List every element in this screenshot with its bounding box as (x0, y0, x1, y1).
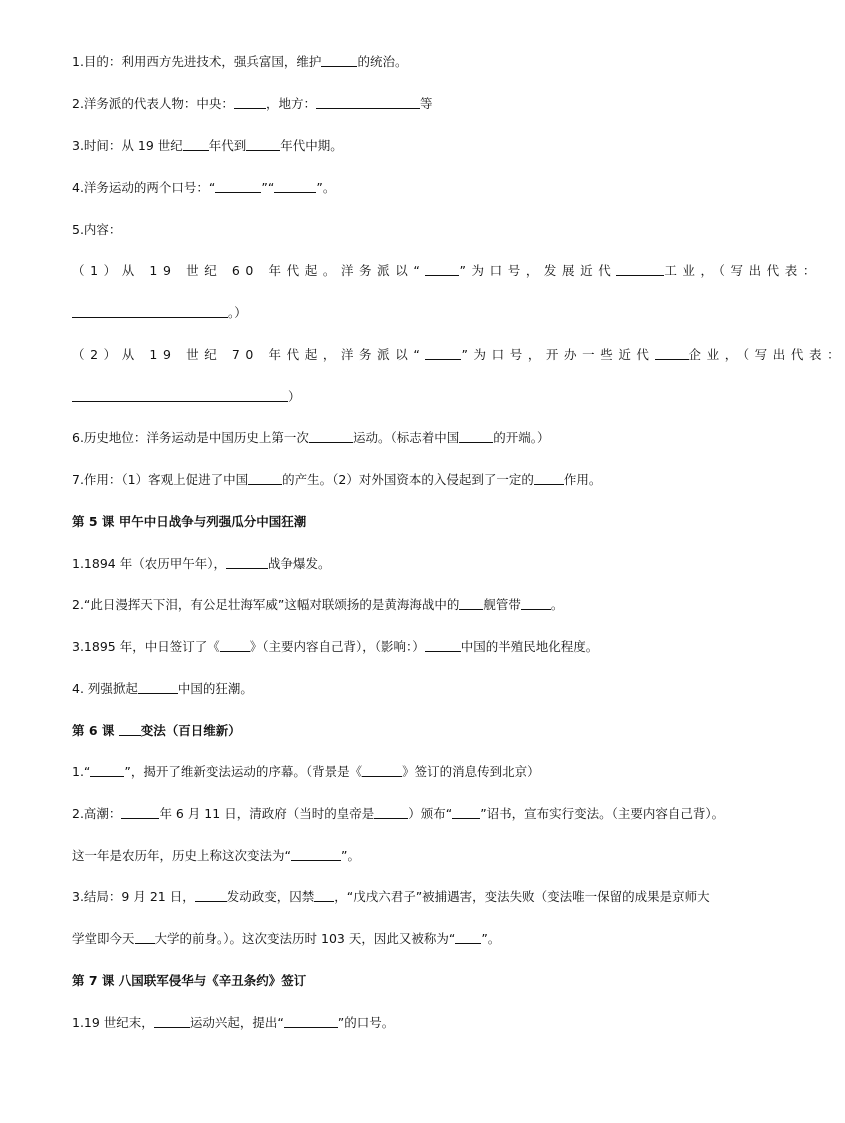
fill-in-blank (119, 723, 141, 736)
fill-in-blank (274, 180, 316, 193)
line-text: 3.结局：9 月 21 日， (72, 889, 195, 904)
question-line (72, 96, 432, 112)
line-text: 2.高潮： (72, 806, 122, 821)
line-text: 》（主要内容自己背），（影响：） (249, 639, 425, 654)
question-line (72, 639, 598, 655)
fill-in-blank (321, 54, 357, 67)
question-line (72, 931, 500, 947)
line-text: 工业，（写出代表： (664, 263, 821, 278)
line-text: 中国的狂潮。 (177, 681, 253, 696)
fill-in-blank (534, 472, 564, 485)
line-text: ”“ (261, 180, 275, 195)
fill-in-blank (655, 347, 689, 360)
line-text: 3.时间：从 19 世纪 (72, 138, 183, 153)
question-line (72, 180, 335, 196)
fill-in-blank (183, 138, 209, 151)
line-text: 。） (228, 305, 247, 320)
line-text: 7.作用：（1）客观上促进了中国 (72, 472, 249, 487)
line-text: ”为口号，发展近代 (459, 263, 617, 278)
fill-in-blank (425, 639, 461, 652)
line-text: ”的口号。 (337, 1015, 395, 1030)
question-line (72, 389, 301, 405)
line-text: 1.“ (72, 764, 91, 779)
fill-in-blank (291, 848, 341, 861)
line-text: ”诏书，宣布实行变法。（主要内容自己背）。 (480, 806, 725, 821)
line-text: 第 5 课 甲午中日战争与列强瓜分中国狂潮 (72, 514, 307, 529)
fill-in-blank (226, 556, 268, 569)
line-text: 第 6 课 (72, 723, 119, 738)
fill-in-blank (154, 1015, 190, 1028)
fill-in-blank (215, 180, 261, 193)
line-text: 等 (419, 96, 433, 111)
line-text: 舰管带 (483, 597, 521, 612)
line-text: ，地方： (265, 96, 316, 111)
fill-in-blank (425, 263, 459, 276)
line-text: 企业，（写出代表： (688, 347, 845, 362)
question-line (72, 472, 601, 488)
line-text: 1.19 世纪末， (72, 1015, 154, 1030)
line-text: 2.洋务派的代表人物：中央： (72, 96, 234, 111)
line-text: ） (288, 389, 301, 404)
line-text: （2）从 19 世纪 70 年代起，洋务派以“ (72, 347, 426, 362)
lesson-heading (72, 973, 306, 989)
fill-in-blank (220, 639, 250, 652)
line-text: ，“戊戌六君子”被捕遇害，变法失败（变法唯一保留的成果是京师大 (334, 889, 710, 904)
line-text: 年代到 (208, 138, 247, 153)
question-line (72, 54, 407, 70)
line-text: 》签订的消息传到北京） (402, 764, 540, 779)
line-text: 6.历史地位：洋务运动是中国历史上第一次 (72, 430, 309, 445)
fill-in-blank (284, 1015, 338, 1028)
fill-in-blank (452, 806, 480, 819)
line-text: 的统治。 (357, 54, 408, 69)
line-text: 运动兴起，提出“ (189, 1015, 284, 1030)
question-line (72, 1015, 394, 1031)
fill-in-blank (138, 681, 178, 694)
fill-in-blank (455, 931, 481, 944)
line-text: 3.1895 年，中日签订了《 (72, 639, 220, 654)
fill-in-blank (90, 764, 124, 777)
question-line (72, 889, 710, 905)
fill-in-blank (459, 597, 483, 610)
question-line (72, 430, 549, 446)
line-text: 这一年是农历年，历史上称这次变法为“ (72, 848, 291, 863)
fill-in-blank (246, 138, 280, 151)
fill-in-blank (234, 96, 266, 109)
question-line (72, 597, 563, 613)
fill-in-blank (314, 889, 334, 902)
question-line (72, 848, 360, 864)
line-text: 年代中期。 (280, 138, 343, 153)
fill-in-blank (195, 889, 227, 902)
question-line (72, 681, 253, 697)
question-line (72, 138, 343, 154)
question-line (72, 305, 247, 321)
fill-in-blank (121, 806, 159, 819)
question-line (72, 222, 121, 238)
line-text: 4. 列强掀起 (72, 681, 138, 696)
line-text: 第 7 课 八国联军侵华与《辛丑条约》签订 (72, 973, 307, 988)
line-text: （1）从 19 世纪 60 年代起。洋务派以“ (72, 263, 426, 278)
line-text: 5.内容： (72, 222, 122, 237)
line-text: 大学的前身。）。这次变法历时 103 天，因此又被称为“ (154, 931, 456, 946)
fill-in-blank (135, 931, 155, 944)
line-text: ”，揭开了维新变法运动的序幕。（背景是《 (124, 764, 363, 779)
line-text: 运动。（标志着中国 (352, 430, 460, 445)
fill-in-blank (72, 305, 228, 318)
question-line (72, 263, 821, 279)
fill-in-blank (374, 806, 408, 819)
fill-in-blank (459, 430, 493, 443)
line-text: ”。 (316, 180, 336, 195)
line-text: 的产生。（2）对外国资本的入侵起到了一定的 (282, 472, 534, 487)
line-text: ）颁布“ (408, 806, 453, 821)
question-line (72, 556, 330, 572)
question-line (72, 806, 724, 822)
line-text: 学堂即今天 (72, 931, 135, 946)
line-text: 1.1894 年（农历甲午年）， (72, 556, 226, 571)
question-line (72, 347, 845, 363)
fill-in-blank (248, 472, 282, 485)
lesson-heading (72, 514, 306, 530)
line-text: 中国的半殖民地化程度。 (460, 639, 599, 654)
fill-in-blank (316, 96, 420, 109)
line-text: 发动政变，囚禁 (226, 889, 315, 904)
line-text: ”为口号，开办一些近代 (461, 347, 655, 362)
line-text: ”。 (340, 848, 360, 863)
line-text: 。 (550, 597, 564, 612)
fill-in-blank (521, 597, 551, 610)
line-text: ”。 (481, 931, 501, 946)
line-text: 变法（百日维新） (140, 723, 241, 738)
fill-in-blank (72, 389, 288, 402)
fill-in-blank (425, 347, 461, 360)
fill-in-blank (616, 263, 664, 276)
fill-in-blank (362, 764, 402, 777)
lesson-heading (72, 723, 241, 739)
line-text: 4.洋务运动的两个口号：“ (72, 180, 216, 195)
line-text: 的开端。） (493, 430, 550, 445)
line-text: 年 6 月 11 日，清政府（当时的皇帝是 (159, 806, 375, 821)
line-text: 战争爆发。 (267, 556, 331, 571)
line-text: 2.“此日漫挥天下泪，有公足壮海军威”这幅对联颂扬的是黄海海战中的 (72, 597, 460, 612)
line-text: 作用。 (563, 472, 602, 487)
fill-in-blank (309, 430, 353, 443)
question-line (72, 764, 540, 780)
line-text: 1.目的：利用西方先进技术，强兵富国，维护 (72, 54, 322, 69)
